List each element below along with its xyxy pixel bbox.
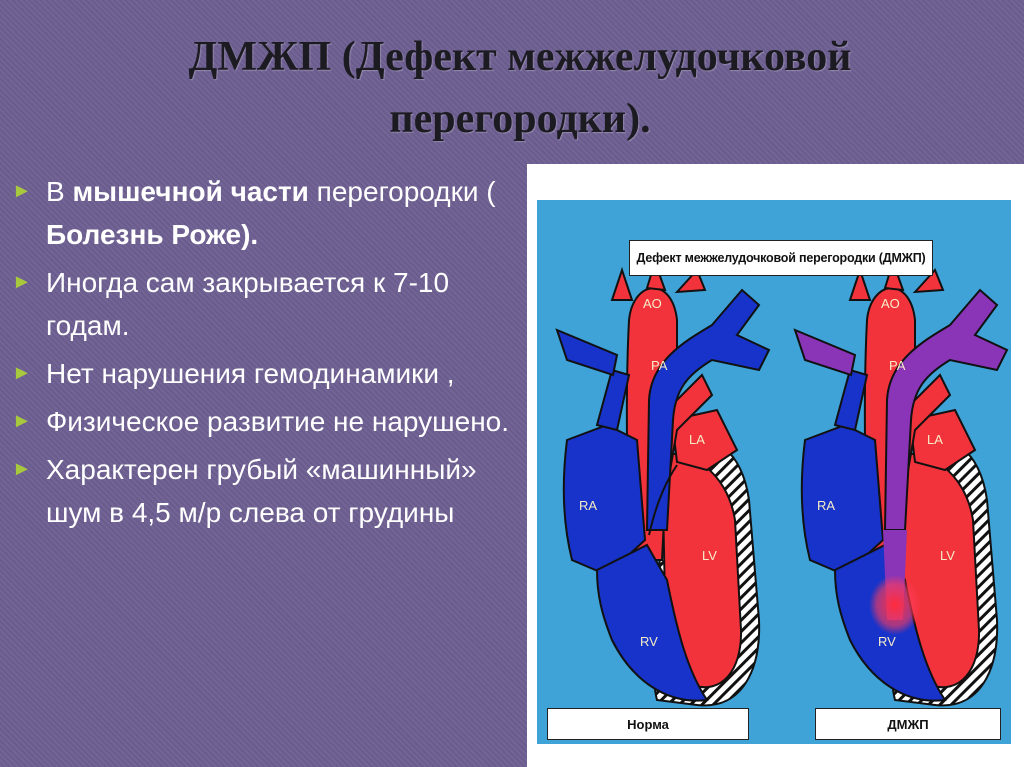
label-vsd: ДМЖП	[815, 708, 1001, 740]
bullet-item	[10, 170, 520, 256]
bullet-text: перегородки (	[308, 176, 496, 207]
figure-title: Дефект межжелудочковой перегородки (ДМЖП)	[629, 240, 933, 276]
label-ao: AO	[643, 296, 662, 311]
title-line-1: ДМЖП (Дефект межжелудочковой	[188, 34, 852, 80]
heart-normal	[557, 262, 769, 705]
label-la: LA	[927, 432, 943, 447]
heart-diagrams	[537, 200, 1011, 744]
bullet-arrow-icon: ►	[12, 458, 32, 480]
title-line-2: перегородки).	[389, 96, 651, 142]
shunt-blob	[869, 575, 921, 635]
heart-vsd	[795, 262, 1007, 705]
label-pa: PA	[889, 358, 906, 373]
bullet-item	[10, 352, 520, 395]
label-ra: RA	[817, 498, 836, 513]
bullet-text: Иногда сам закрывается к 7-10 годам.	[46, 267, 450, 341]
bullet-item	[10, 261, 520, 347]
label-ao: AO	[881, 296, 900, 311]
label-rv: RV	[878, 634, 896, 649]
bullet-text: В	[46, 176, 73, 207]
bullet-text: Характерен грубый «машинный» шум в 4,5 м/р слева от грудины	[46, 454, 477, 528]
bullet-text-bold: мышечной части	[72, 176, 309, 207]
bullet-item	[10, 400, 520, 443]
label-pa: PA	[651, 358, 668, 373]
label-rv: RV	[640, 634, 658, 649]
bullet-text: Физическое развитие не нарушено.	[46, 406, 510, 437]
bullet-arrow-icon: ►	[12, 271, 32, 293]
bullet-item	[10, 448, 520, 534]
bullet-text: Нет нарушения гемодинамики ,	[46, 358, 455, 389]
label-lv: LV	[702, 548, 717, 563]
heart-diagram-figure	[527, 164, 1024, 767]
bullet-text-bold: Болезнь Роже).	[46, 219, 259, 250]
diagram-panel	[537, 200, 1011, 744]
bullet-arrow-icon: ►	[12, 180, 32, 202]
bullet-list	[10, 170, 520, 539]
label-normal: Норма	[547, 708, 749, 740]
label-lv: LV	[940, 548, 955, 563]
slide-title	[60, 26, 980, 150]
label-la: LA	[689, 432, 705, 447]
bullet-arrow-icon: ►	[12, 410, 32, 432]
bullet-arrow-icon: ►	[12, 362, 32, 384]
label-ra: RA	[579, 498, 598, 513]
